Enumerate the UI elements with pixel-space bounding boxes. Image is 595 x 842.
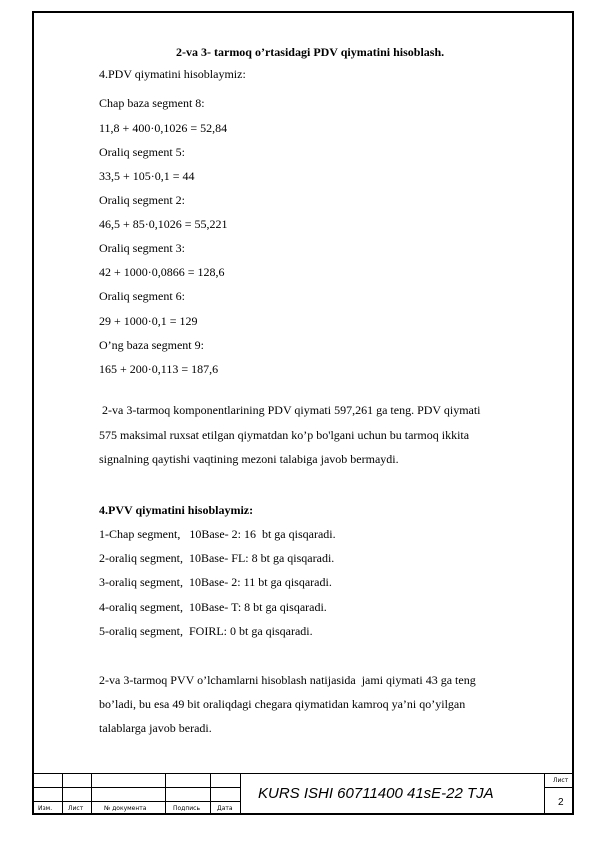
- pdv-line: O’ng baza segment 9:: [99, 338, 204, 352]
- pdv-line: Oraliq segment 2:: [99, 193, 185, 207]
- column-label-signature: Подпись: [173, 805, 200, 812]
- sheet-label: Лист: [553, 777, 569, 784]
- pdv-conclusion-line: 2-va 3-tarmoq komponentlarining PDV qiymati 597,261 ga teng. PDV qiymati: [99, 403, 481, 417]
- pdv-heading: 4.PDV qiymatini hisoblaymiz:: [99, 67, 246, 81]
- pvv-line: 4-oraliq segment, 10Base- T: 8 bt ga qisqaradi.: [99, 600, 327, 614]
- column-label-date: Дата: [217, 805, 233, 812]
- pvv-conclusion-line: bo’ladi, bu esa 49 bit oraliqdagi chegara qiymatidan kamroq ya’ni qo’yilgan: [99, 697, 466, 711]
- pdv-line: Chap baza segment 8:: [99, 96, 205, 110]
- pdv-line: 33,5 + 105·0,1 = 44: [99, 169, 195, 183]
- page-number: 2: [558, 797, 564, 808]
- pdv-conclusion-line: signalning qaytishi vaqtining mezoni talabiga javob bermaydi.: [99, 452, 399, 466]
- pdv-line: 11,8 + 400·0,1026 = 52,84: [99, 121, 228, 135]
- pdv-line: 165 + 200·0,113 = 187,6: [99, 362, 219, 376]
- title-block-col-line: [240, 773, 241, 815]
- title-block-col-line: [210, 773, 211, 815]
- title-block-row-line: [32, 787, 240, 788]
- pdv-line: Oraliq segment 6:: [99, 289, 185, 303]
- title-block-col-line: [544, 773, 545, 815]
- pdv-line: 46,5 + 85·0,1026 = 55,221: [99, 217, 228, 231]
- document-code: KURS ISHI 60711400 41sE-22 TJA: [258, 785, 494, 802]
- pdv-conclusion-line: 575 maksimal ruxsat etilgan qiymatdan ko’p bo'lgani uchun bu tarmoq ikkita: [99, 428, 470, 442]
- pvv-line: 2-oraliq segment, 10Base- FL: 8 bt ga qisqaradi.: [99, 551, 335, 565]
- title-block-col-line: [165, 773, 166, 815]
- pvv-conclusion-line: 2-va 3-tarmoq PVV o’lchamlarni hisoblash natijasida jami qiymati 43 ga teng: [99, 673, 476, 687]
- title-block-col-line: [91, 773, 92, 815]
- pvv-line: 1-Chap segment, 10Base- 2: 16 bt ga qisqaradi.: [99, 527, 336, 541]
- pdv-line: Oraliq segment 5:: [99, 145, 185, 159]
- pdv-line: 42 + 1000·0,0866 = 128,6: [99, 265, 225, 279]
- title-block-top-border: [32, 773, 574, 774]
- title-block-row-line: [544, 787, 574, 788]
- title-block-col-line: [62, 773, 63, 815]
- page-title: 2-va 3- tarmoq o’rtasidagi PDV qiymatini hisoblash.: [176, 45, 445, 59]
- pvv-line: 5-oraliq segment, FOIRL: 0 bt ga qisqaradi.: [99, 624, 313, 638]
- pvv-line: 3-oraliq segment, 10Base- 2: 11 bt ga qisqaradi.: [99, 575, 332, 589]
- pvv-heading: 4.PVV qiymatini hisoblaymiz:: [99, 503, 254, 517]
- pvv-conclusion-line: talablarga javob beradi.: [99, 721, 212, 735]
- pdv-line: 29 + 1000·0,1 = 129: [99, 314, 198, 328]
- column-label-list: Лист: [68, 805, 84, 812]
- pdv-line: Oraliq segment 3:: [99, 241, 185, 255]
- column-label-izm: Изм.: [38, 805, 53, 812]
- title-block-row-line: [32, 801, 240, 802]
- column-label-document: № документа: [104, 805, 147, 812]
